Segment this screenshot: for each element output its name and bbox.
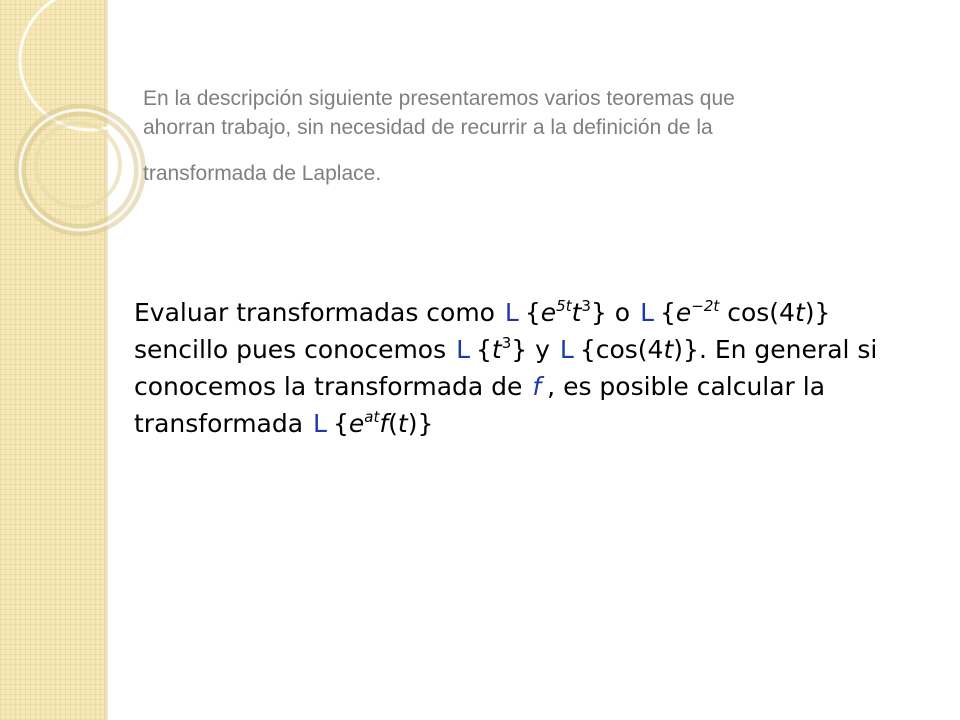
math-line-3 bbox=[134, 368, 924, 405]
laplace-operator: L bbox=[456, 335, 471, 364]
exponent: 3 bbox=[581, 297, 591, 315]
brace-open: { bbox=[660, 298, 676, 327]
text: , es posible calcular la bbox=[547, 372, 826, 401]
math-t: t bbox=[663, 335, 674, 364]
math-e: e bbox=[540, 298, 557, 327]
text: conocemos la transformada de bbox=[134, 372, 531, 401]
text: o bbox=[606, 298, 639, 327]
brace-close: )} bbox=[407, 409, 434, 438]
math-paragraph bbox=[134, 294, 924, 442]
exponent: at bbox=[364, 408, 380, 426]
text: Evaluar transformadas como bbox=[134, 298, 503, 327]
math-e: e bbox=[348, 409, 365, 438]
brace-close: } bbox=[511, 335, 528, 364]
laplace-operator: L bbox=[559, 335, 574, 364]
laplace-operator: L bbox=[313, 409, 327, 438]
text: . En general si bbox=[698, 335, 878, 364]
paren-open: ( bbox=[388, 409, 398, 438]
exponent: 3 bbox=[501, 334, 512, 352]
math-line-2 bbox=[134, 331, 924, 368]
math-line-1 bbox=[134, 294, 924, 331]
brace-open: { bbox=[476, 335, 492, 364]
cos-text: {cos(4 bbox=[579, 335, 664, 364]
text: transformada bbox=[134, 409, 312, 438]
function-f: f bbox=[379, 409, 389, 438]
math-e: e bbox=[675, 298, 692, 327]
math-t: t bbox=[397, 409, 408, 438]
math-t: t bbox=[491, 335, 502, 364]
cos-text: cos(4 bbox=[719, 298, 795, 327]
intro-line-1: En la descripción siguiente presentaremos varios teoremas que bbox=[143, 87, 735, 110]
intro-line-3: transformada de Laplace. bbox=[143, 162, 382, 185]
laplace-operator: L bbox=[640, 298, 654, 327]
intro-paragraph bbox=[143, 84, 823, 188]
exponent: −2t bbox=[691, 297, 720, 315]
function-f: f bbox=[532, 372, 542, 401]
brace-close: )} bbox=[804, 298, 831, 327]
brace-close: } bbox=[590, 298, 607, 327]
brace-open: { bbox=[524, 298, 541, 327]
exponent: 5t bbox=[556, 297, 572, 315]
brace-open: { bbox=[332, 409, 349, 438]
ring-inner bbox=[36, 123, 120, 207]
text: y bbox=[527, 335, 558, 364]
laplace-operator: L bbox=[504, 298, 519, 327]
text: sencillo pues conocemos bbox=[134, 335, 455, 364]
math-line-4 bbox=[134, 405, 924, 442]
intro-line-2: ahorran trabajo, sin necesidad de recurrir a la definición de la bbox=[143, 116, 713, 139]
math-t: t bbox=[794, 298, 805, 327]
math-t: t bbox=[571, 298, 582, 327]
brace-close: )} bbox=[673, 335, 699, 364]
decorative-rings bbox=[0, 0, 160, 260]
